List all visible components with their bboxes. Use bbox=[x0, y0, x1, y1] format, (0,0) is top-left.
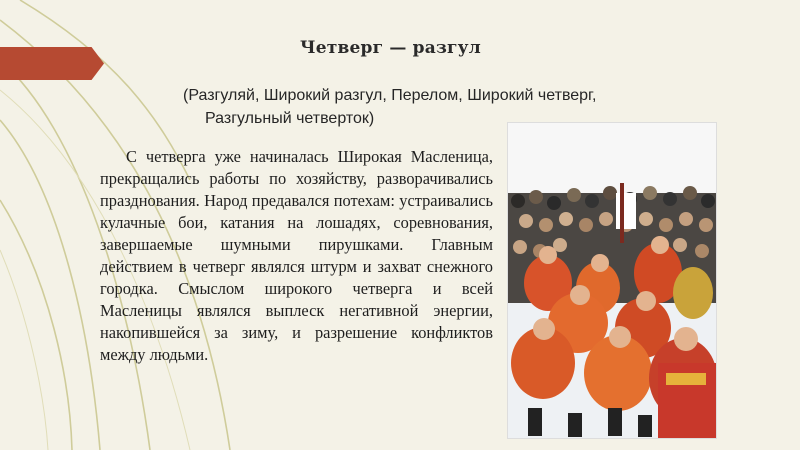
slide-body-text: С четверга уже начиналась Широкая Масленица, прекращались работы по хозяйству, разворачивались празднования. Народ предавался потехам: устраивались кулачные бои, катания на лошадях, соревнования, завершаемые шумными пирушками. Главным действием в четверг являлся штурм и захват снежного городка. Смыслом широкого четверга и всей Масленицы являлся выплеск негативной энергии, накопившейся за зиму, и разрешение конфликтов между людьми. bbox=[100, 147, 493, 364]
festival-crowd-image bbox=[508, 123, 716, 438]
subtitle-line-2: Разгульный четверток) bbox=[205, 110, 375, 127]
festival-photo bbox=[507, 122, 717, 439]
subtitle-line-1: (Разгуляй, Широкий разгул, Перелом, Широкий четверг, bbox=[183, 87, 597, 104]
slide-title: Четверг — разгул bbox=[300, 38, 481, 58]
accent-banner bbox=[0, 47, 104, 80]
